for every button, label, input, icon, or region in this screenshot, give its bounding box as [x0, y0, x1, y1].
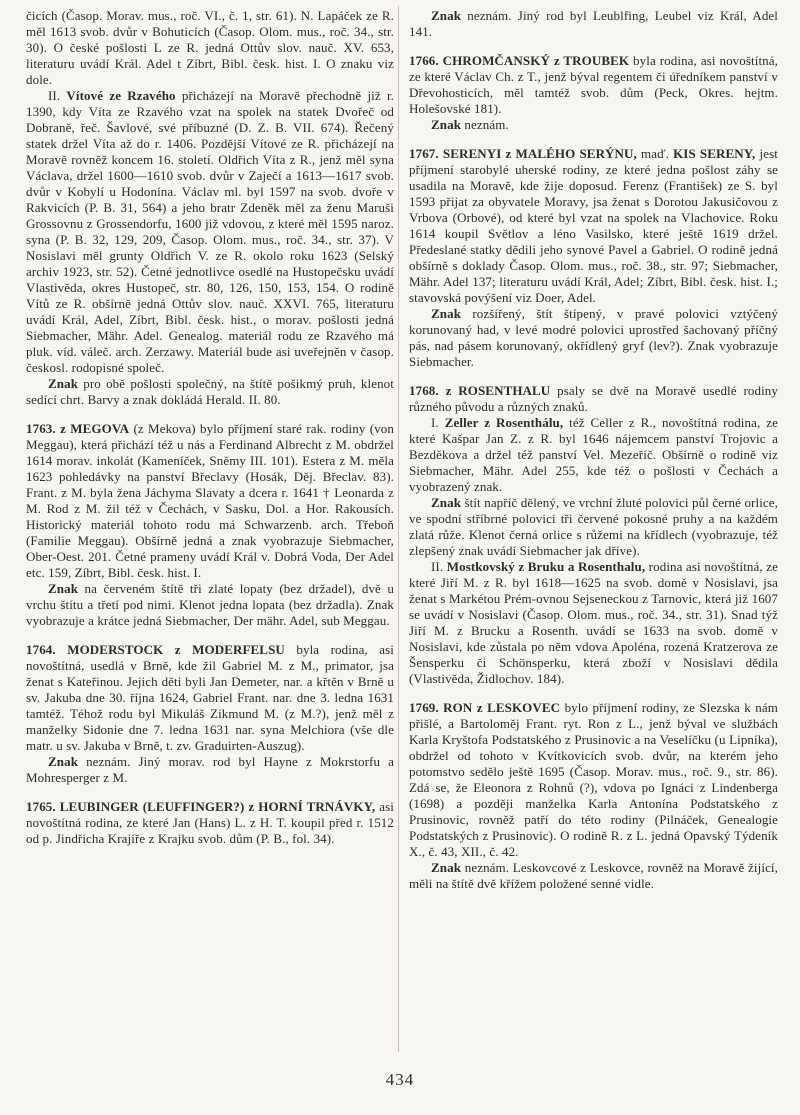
body-text: neznám. Leskovcové z Leskovce, rovněž na Moravě žijící, měli na štítě dvě křížem položené senné vidle. [409, 860, 778, 891]
paragraph [409, 559, 778, 687]
body-text: I. [431, 415, 445, 430]
body-text: pro obě pošlosti společný, na štítě pošikmý pruh, klenot sedící chrt. Barvy a znak dokládá Herald. II. 80. [26, 376, 394, 407]
body-text: štít napříč dělený, ve vrchní žluté polovici půl černé orlice, ve spodní stříbrné polovici tři červené pokosné pruhy a na každém zlatá růže. Klenot černá orlice s růžemi na křídlech (vyobrazuje, též zlepšený znak uvádí Siebmacher jak dříve). [409, 495, 778, 558]
paragraph [26, 88, 394, 376]
body-text: II. [431, 559, 447, 574]
body-text: čicích (Časop. Morav. mus., roč. VI., č. 1, str. 61). N. Lapáček ze R. měl 1613 svob. dvůr v Bohuticích (Časop. Olom. mus., roč. 34., str. 30). O české pošlosti L ze R. jedná Ottův slov. nauč. XV. 653, literaturu uvádí Král. Adel t Zíbrt, Bibl. česk. hist. I. O znaku viz dole. [26, 8, 394, 87]
column-divider [398, 6, 399, 1052]
paragraph [26, 799, 394, 847]
body-text: byla rodina, asi novoštítná, ze které Václav Ch. z T., jenž býval regentem či úředníkem panství v Dřevohosticích, měl tamtéž svob. dům (Peck, Okres. hejtm. Holešovské 181). [409, 53, 778, 116]
bold-text: KIS SERENY, [673, 146, 756, 161]
bold-text: 1766. CHROMČANSKÝ z TROUBEK [409, 53, 630, 68]
paragraph [26, 642, 394, 754]
body-text: neznám. Jiný morav. rod byl Hayne z Mokrstorfu a Mohresperger z M. [26, 754, 394, 785]
bold-text: 1764. MODERSTOCK z MODERFELSU [26, 642, 285, 657]
body-text: neznám. [461, 117, 509, 132]
paragraph [409, 700, 778, 860]
paragraph [26, 754, 394, 786]
paragraph [409, 415, 778, 495]
body-text: II. [48, 88, 67, 103]
body-text: rozšířený, štít štípený, v pravé polovici vztýčený korunovaný had, v levé modré polovici uprostřed šachovaný příčný pás, nad pásem korunovaný, okřídlený gryf (lev?). Znak vyobrazuje Siebmacher. [409, 306, 778, 369]
left-column [26, 8, 394, 847]
bold-text: Znak [431, 860, 462, 875]
bold-text: Znak [48, 754, 79, 769]
body-text: jest příjmení starobylé uherské rodiny, ze které jedna pošlost záhy se usadila na Moravě, kde žije doposud. Ferenz (František) ze S. byl 1593 přijat za obyvatele Moravy, jsa ženat s Dorotou Jakusičovou z Vrbova (Orbové), od které byl vzat na spolek na Vlachovice. Roku 1614 koupil Světlov a léno Vasilsko, které ještě 1619 držel. Předeslané statky dědili jeho synové Pavel a Gabriel. O rodině jedná obšírně s doklady Časop. Olom. mus., roč. 38., str. 97; Siebmacher, Mähr. Adel 137; literaturu uvádí Král, Adel; Zíbrt, Bibl. česk. hist. I.; stavovská povýšení viz Doer, Adel. [409, 146, 778, 305]
paragraph [409, 306, 778, 370]
paragraph [26, 581, 394, 629]
paragraph [409, 8, 778, 40]
body-text: psaly se dvě na Moravě usedlé rodiny různého původu a různých znaků. [409, 383, 779, 414]
bold-text: 1768. z ROSENTHALU [409, 383, 551, 398]
bold-text: Znak [431, 306, 462, 321]
bold-text: 1767. SERENYI z MALÉHO SERÝNU, [409, 146, 637, 161]
paragraph [409, 495, 778, 559]
page-number: 434 [385, 1070, 415, 1089]
paragraph [409, 383, 778, 415]
body-text: (z Mekova) bylo příjmení staré rak. rodiny (von Meggau), která přichází též u nás a Ferdinand Albrecht z M. obdržel 1614 morav. inkolát (Kameníček, Sněmy III. 101). Estera z M. měla 1623 pohledávky na panství Břeclavy (Hosák, Děj. Břeclav. 83). Frant. z M. byla žena Jáchyma Slavaty a dcera r. 1641 † Leonarda z M. Rod z M. žil též v Čechách, v Sasku, Dol. a Hor. Rakousích. Historický materiál tohoto rodu má Schwarzenb. arch. Třeboň (Familie Meggau). Obšírně jedná a znak vyobrazuje Siebmacher, Ober-Oest. 201. Četné prameny uvádí Král v. Dobrá Voda, Der Adel etc. 159, Zíbrt, Bibl. česk. hist. I. [26, 421, 394, 580]
right-column [409, 8, 778, 892]
body-text: rodina asi novoštítná, ze které Jiří M. z R. byl 1618—1625 na svob. domě v Nosislavi, jsa ženat s Markétou Prém-ovnou Sejseneckou z Tarnovic, která již 1607 se uvádí v Nosislavi (Časop. Olom. mus., roč. 34., str. 31). Snad týž Jiří M. z Brucku a Rosenth. uvádí se 1633 na svob. domě v Nosislavi, kde zůstala po něm vdova Apoléna, rozená Kratzerova ze Šensperku či Schönsperku, která zboží v Nosislavi dědila (Vlastivěda, Židlochov. 184). [409, 559, 778, 686]
bold-text: Znak [48, 376, 79, 391]
body-text: neznám. Jiný rod byl Leublfing, Leubel viz Král, Adel 141. [409, 8, 778, 39]
body-text: též Celler z R., novoštítná rodina, ze které Kašpar Jan Z. z R. byl 1646 nájemcem panství Trojovic a Bezděkova a držel též panství Vel. Mezeříč. Obšírně o rodině viz Siebmacher, Mähr. Adel 255, kde též o pošlosti v Čechách a vyobrazený znak. [409, 415, 778, 494]
bold-text: Vítové ze Rzavého [66, 88, 176, 103]
body-text: maď. [636, 146, 674, 161]
body-text: byla rodina, asi novoštítná, usedlá v Brně, kde žil Gabriel M. z M., primator, jsa ženat s Kateřinou. Jejich děti byli Jan Demeter, nar. a křtěn v Brně u sv. Jakuba dne 30. října 1624, Gabriel Frant. nar. dne 3. ledna 1631 tamtéž. Téhož rodu byl Mikuláš Zikmund M. (z M.?), jenž měl z manželky Sidonie dne 7. ledna 1631 nar. syna Melchiora (vše dle matr. u sv. Jakuba v Brně, t. zv. Graduirten-Auszug). [26, 642, 394, 753]
paragraph [26, 421, 394, 581]
paragraph [26, 8, 394, 88]
bold-text: Znak [48, 581, 79, 596]
paragraph [409, 146, 778, 306]
body-text: na červeném štítě tři zlaté lopaty (bez držadel), dvě u vrchu štítu a třetí pod nimi. Klenot jedna lopata (bez držadla). Znak vyobrazuje a krátce jedná Siebmacher, Der mähr. Adel, sub Meggau. [26, 581, 394, 628]
bold-text: Mostkovský z Bruku a Rosenthalu, [446, 559, 646, 574]
paragraph [409, 53, 778, 117]
bold-text: 1765. LEUBINGER (LEUFFINGER?) z HORNÍ TRNÁVKY, [26, 799, 376, 814]
body-text: bylo příjmení rodiny, ze Slezska k nám přišlé, a Bartoloměj Frant. ryt. Ron z L., jenž býval ve službách Karla Kryštofa Podstatského z Prusinovic a na Veselíčku (u Lipníka), obdržel od tohoto v Kvítkovicích svob. dvůr, na kterém jeho potomstvo sedělo ještě 1695 (Časop. Morav. mus., roč. 9., str. 86). Zdá se, že Eleonora z Rohnů (?), vdova po Ignáci z Lindenberga (1698) a později manželka Karla Antonína Podstatského z Prusinovic, rovněž patří do této rodiny (Pilnáček, Genealogie Podstatských z Prusinovic). O rodině R. z L. jedná Opavský Týdeník X., č. 43, XII., č. 42. [409, 700, 778, 859]
bold-text: 1769. RON z LESKOVEC [409, 700, 561, 715]
bold-text: Zeller z Rosenthálu, [444, 415, 564, 430]
paragraph [409, 860, 778, 892]
body-text: asi novoštítná rodina, ze které Jan (Hans) L. z H. T. koupil před r. 1512 od p. Jindřicha Krajíře z Krajku svob. dům (P. B., fol. 34). [26, 799, 394, 846]
body-text: přicházejí na Moravě přechodně již r. 1390, kdy Víta ze Rzavého vzat na spolek na statek Dvořeč od Dobraně, řeč. Šavlové, své příbuzné (D. Z. B. VII. 674). Řečený statek držel Víta až do r. 1406. Pozdější Vítové ze R. přicházejí na Moravě rovněž koncem 16. století. Oldřich Víta z R., jenž měl syna Václava, držel 1600—1610 svob. dvůr v Zaječí a 1613—1617 svob. dvůr v Kobylí u Hodonína. Václav ml. byl 1597 na svob. dvoře v Rakvicích (P. B. 31, 564) a jeho bratr Zdeněk měl za ženu Maruši Grossovnu z Grossendorfu, 1600 již vdovou, z které měl 1595 naroz. syna (P. B. 32, 129, 209, Časop. Olom. mus., roč. 34., str. 37). V Nosislavi měl grunty Oldřich V. ze R. okolo roku 1623 (Selský archiv 1923, str. 52). Četné jednotlivce osedlé na Hustopečsku uvádí Vlastivěda, okres Hustopeč, str. 80, 126, 150, 153, 154. O rodině Vítů ze R. obšírně jedná Ottův slov. nauč. XXVI. 765, literaturu uvádí Král, Adel, Zíbrt, Bibl. česk. hist., o morav. pošlosti jedná Siebmacher, Mähr. Adel. Genealog. materiál rodu ze Rzavého má pluk. víd. váleč. arch. Zerzawy. Materiál bude asi uveřejněn v časop. českosl. rodopisné společ. [26, 88, 395, 375]
bold-text: Znak [431, 495, 462, 510]
paragraph [409, 117, 778, 133]
bold-text: 1763. z MEGOVA [26, 421, 130, 436]
bold-text: Znak [431, 8, 462, 23]
bold-text: Znak [431, 117, 462, 132]
paragraph [26, 376, 394, 408]
